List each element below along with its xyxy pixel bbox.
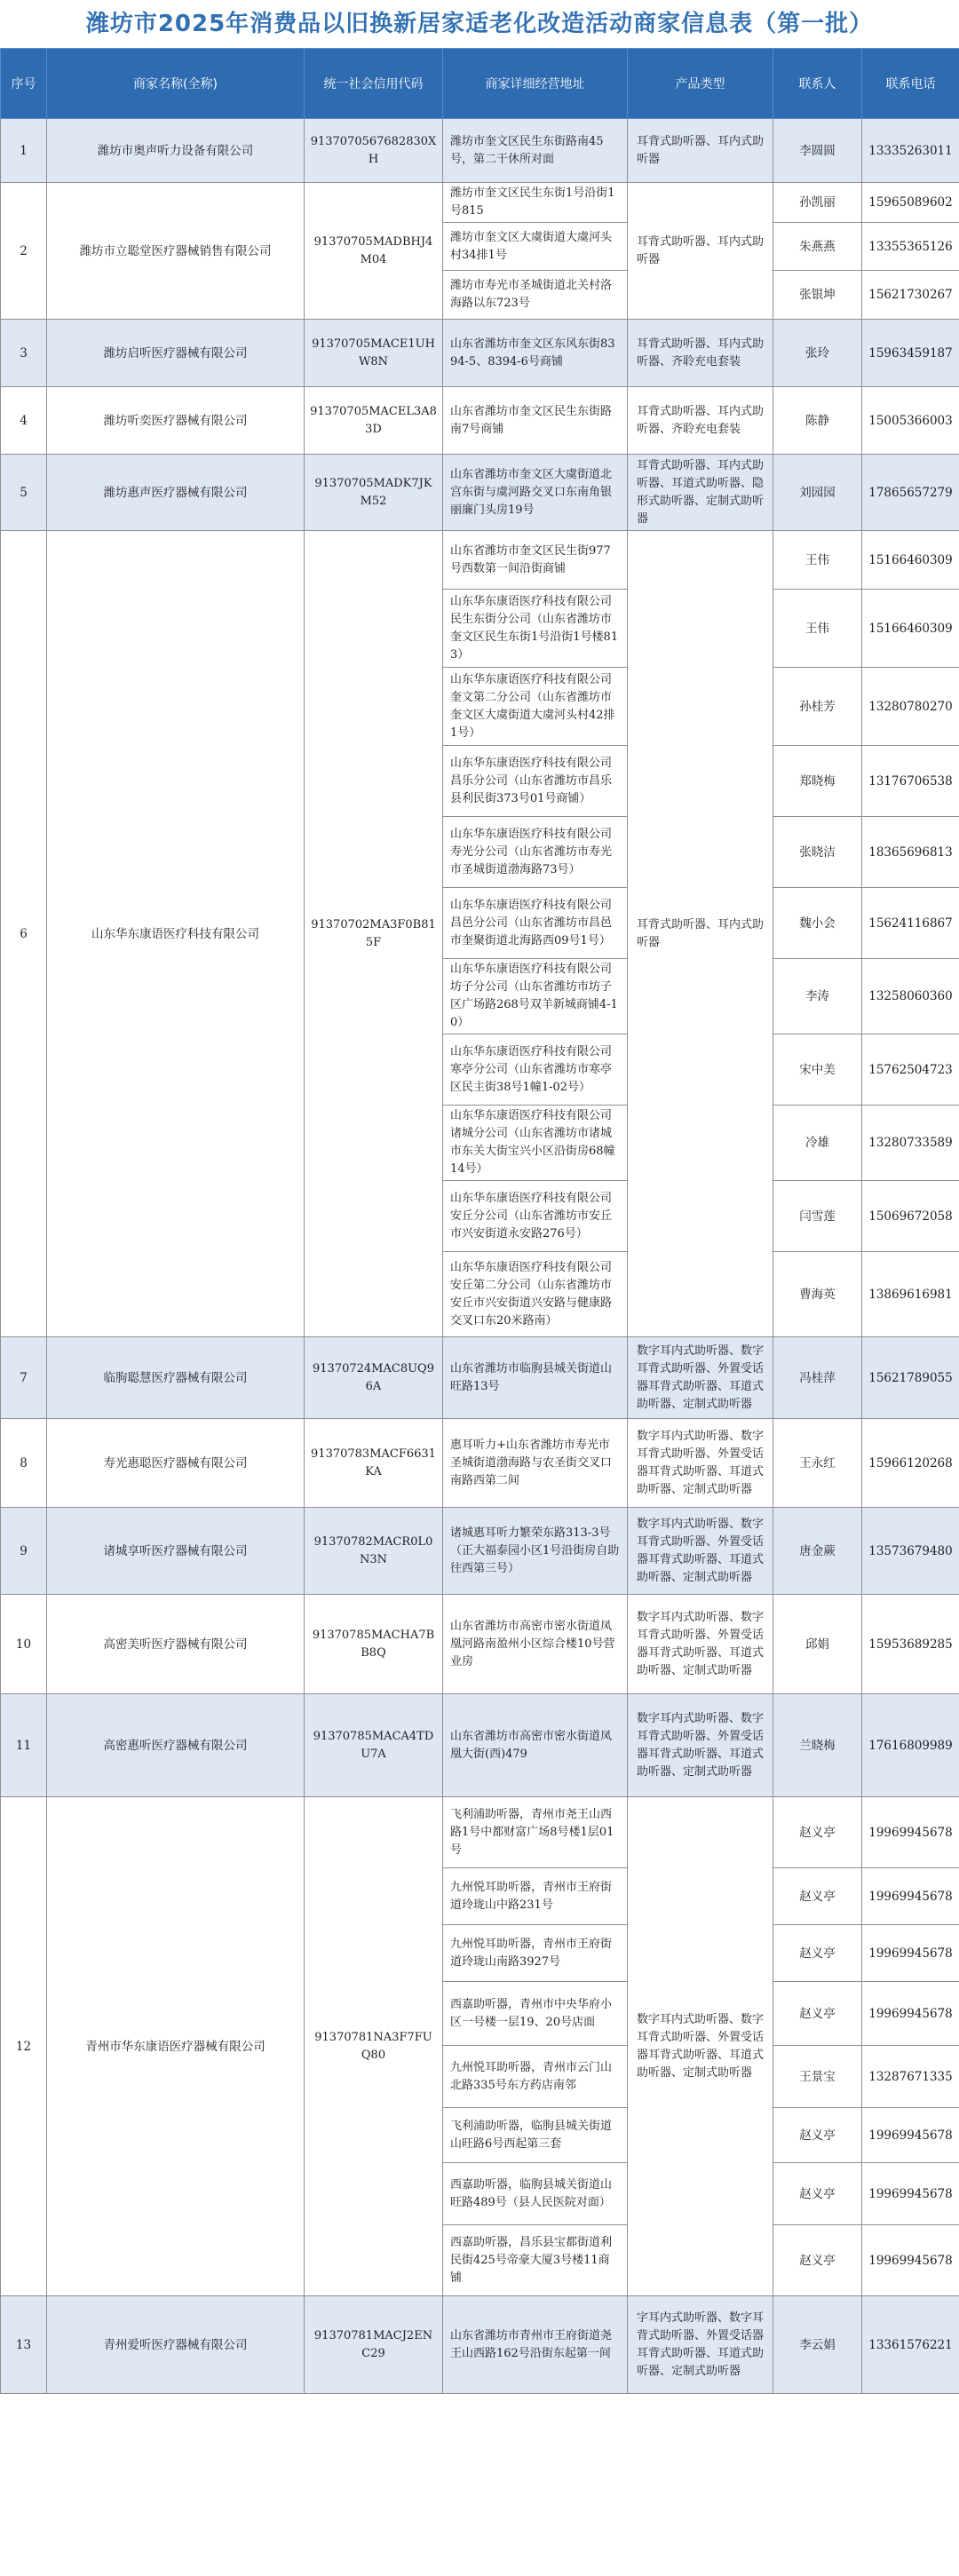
contact-person: 张晓洁 (773, 817, 862, 888)
contact-phone: 15624116867 (862, 888, 959, 959)
merchant-name: 潍坊惠声医疗器械有限公司 (47, 455, 305, 531)
credit-code: 91370781MACJ2ENC29 (305, 2296, 443, 2394)
contact-person: 宋中美 (773, 1034, 862, 1106)
business-address: 山东省潍坊市临朐县城关街道山旺路13号 (443, 1337, 628, 1419)
table-row (1, 1337, 959, 1419)
table-row (1, 1595, 959, 1694)
contact-person: 孙凯丽 (773, 183, 862, 223)
merchant-name: 寿光惠聪医疗器械有限公司 (47, 1419, 305, 1508)
row-no: 7 (1, 1337, 47, 1419)
business-address: 山东华东康语医疗科技有限公司奎文第二分公司（山东省潍坊市奎文区大虞街道大虞河头村42排1号） (443, 668, 628, 746)
contact-phone: 15166460309 (862, 590, 959, 668)
contact-phone: 13869616981 (862, 1252, 959, 1337)
contact-phone: 17616809989 (862, 1694, 959, 1797)
row-no: 8 (1, 1419, 47, 1508)
contact-phone: 19969945678 (862, 1925, 959, 1982)
contact-phone: 13280780270 (862, 668, 959, 746)
credit-code: 91370781NA3F7FUQ80 (305, 1797, 443, 2296)
contact-person: 唐金蕨 (773, 1508, 862, 1595)
contact-person: 赵义亭 (773, 1982, 862, 2046)
contact-phone: 13287671335 (862, 2046, 959, 2108)
product-type: 字耳内式助听器、数字耳背式助听器、外置受话器耳背式助听器、耳道式助听器、定制式助听器 (628, 2296, 773, 2394)
header-contact: 联系人 (773, 49, 862, 119)
contact-person: 朱燕燕 (773, 223, 862, 271)
business-address: 山东华东康语医疗科技有限公司安丘第二分公司（山东省潍坊市安丘市兴安街道兴安路与健康路交叉口东20米路南） (443, 1252, 628, 1337)
header-address: 商家详细经营地址 (443, 49, 628, 119)
credit-code: 91370782MACR0L0N3N (305, 1508, 443, 1595)
contact-person: 赵义亭 (773, 1868, 862, 1925)
business-address: 山东华东康语医疗科技有限公司昌乐分公司（山东省潍坊市昌乐县利民街373号01号商铺） (443, 746, 628, 817)
merchant-name: 诸城享听医疗器械有限公司 (47, 1508, 305, 1595)
contact-phone: 19969945678 (862, 2225, 959, 2296)
row-no: 1 (1, 119, 47, 183)
contact-phone: 19969945678 (862, 2163, 959, 2225)
row-no: 4 (1, 387, 47, 455)
business-address: 飞利浦助听器，临朐县城关街道山旺路6号西起第三套 (443, 2108, 628, 2163)
merchant-name: 潍坊市立聪堂医疗器械销售有限公司 (47, 183, 305, 320)
contact-phone: 13176706538 (862, 746, 959, 817)
table-row (1, 387, 959, 455)
contact-person: 郑晓梅 (773, 746, 862, 817)
table-row (1, 531, 959, 590)
contact-person: 曹海英 (773, 1252, 862, 1337)
product-type: 数字耳内式助听器、数字耳背式助听器、外置受话器耳背式助听器、耳道式助听器、定制式助听器 (628, 1797, 773, 2296)
product-type: 耳背式助听器、耳内式助听器 (628, 531, 773, 1337)
merchant-name: 高密惠听医疗器械有限公司 (47, 1694, 305, 1797)
row-no: 11 (1, 1694, 47, 1797)
credit-code: 91370702MA3F0B815F (305, 531, 443, 1337)
business-address: 山东华东康语医疗科技有限公司寒亭分公司（山东省潍坊市寒亭区民主街38号1幢1-02号） (443, 1034, 628, 1106)
credit-code: 91370785MACA4TDU7A (305, 1694, 443, 1797)
contact-person: 赵义亭 (773, 2108, 862, 2163)
business-address: 潍坊市奎文区大虞街道大虞河头村34排1号 (443, 223, 628, 271)
product-type: 数字耳内式助听器、数字耳背式助听器、外置受话器耳背式助听器、耳道式助听器、定制式助听器 (628, 1595, 773, 1694)
business-address: 九州悦耳助听器，青州市云门山北路335号东方药店南邻 (443, 2046, 628, 2108)
contact-phone: 15965089602 (862, 183, 959, 223)
table-row (1, 183, 959, 223)
table-row (1, 320, 959, 387)
row-no: 10 (1, 1595, 47, 1694)
merchant-name: 青州市华东康语医疗器械有限公司 (47, 1797, 305, 2296)
contact-person: 李圆圆 (773, 119, 862, 183)
contact-person: 李云娟 (773, 2296, 862, 2394)
business-address: 潍坊市奎文区民生东街1号沿街1号815 (443, 183, 628, 223)
contact-phone: 15762504723 (862, 1034, 959, 1106)
business-address: 山东华东康语医疗科技有限公司安丘分公司（山东省潍坊市安丘市兴安街道永安路276号） (443, 1181, 628, 1252)
business-address: 山东华东康语医疗科技有限公司昌邑分公司（山东省潍坊市昌邑市奎聚街道北海路西09号1号） (443, 888, 628, 959)
contact-phone: 13355365126 (862, 223, 959, 271)
contact-person: 赵义亭 (773, 2163, 862, 2225)
header-code: 统一社会信用代码 (305, 49, 443, 119)
business-address: 九州悦耳助听器，青州市王府街道玲珑山中路231号 (443, 1868, 628, 1925)
contact-person: 闫雪莲 (773, 1181, 862, 1252)
product-type: 耳背式助听器、耳内式助听器、齐聆充电套装 (628, 387, 773, 455)
contact-person: 陈静 (773, 387, 862, 455)
business-address: 山东省潍坊市奎文区大虞街道北宫东街与虞河路交叉口东南角银丽廉门头房19号 (443, 455, 628, 531)
contact-phone: 13258060360 (862, 959, 959, 1034)
product-type: 数字耳内式助听器、数字耳背式助听器、外置受话器耳背式助听器、耳道式助听器、定制式助听器 (628, 1694, 773, 1797)
credit-code: 91370785MACHA7BB8Q (305, 1595, 443, 1694)
contact-person: 张玲 (773, 320, 862, 387)
merchant-name: 青州爱听医疗器械有限公司 (47, 2296, 305, 2394)
business-address: 山东省潍坊市奎文区东风东街8394-5、8394-6号商铺 (443, 320, 628, 387)
table-row (1, 1694, 959, 1797)
row-no: 2 (1, 183, 47, 320)
credit-code: 91370705MACEL3A83D (305, 387, 443, 455)
contact-person: 张银坤 (773, 271, 862, 320)
contact-phone: 15621789055 (862, 1337, 959, 1419)
business-address: 山东华东康语医疗科技有限公司寿光分公司（山东省潍坊市寿光市圣城街道渤海路73号） (443, 817, 628, 888)
row-no: 3 (1, 320, 47, 387)
business-address: 潍坊市奎文区民生东街路南45号，第二干休所对面 (443, 119, 628, 183)
contact-person: 邱娟 (773, 1595, 862, 1694)
business-address: 山东华东康语医疗科技有限公司诸城分公司（山东省潍坊市诸城市东关大街宝兴小区沿街房68幢14号） (443, 1106, 628, 1181)
business-address: 惠耳听力+山东省潍坊市寿光市圣城街道渤海路与农圣街交叉口南路西第二间 (443, 1419, 628, 1508)
business-address: 山东省潍坊市青州市王府街道尧王山西路162号沿街东起第一间 (443, 2296, 628, 2394)
merchant-name: 潍坊听奕医疗器械有限公司 (47, 387, 305, 455)
merchant-name: 临朐聪慧医疗器械有限公司 (47, 1337, 305, 1419)
merchant-table (0, 48, 959, 2394)
table-row (1, 119, 959, 183)
credit-code: 91370705676828​30XH (305, 119, 443, 183)
header-phone: 联系电话 (862, 49, 959, 119)
contact-phone: 13335263011 (862, 119, 959, 183)
contact-phone: 19969945678 (862, 1868, 959, 1925)
contact-person: 王景宝 (773, 2046, 862, 2108)
business-address: 山东省潍坊市高密市密水街道凤凰大街(西)479 (443, 1694, 628, 1797)
business-address: 西嘉助听器，青州市中央华府小区一号楼一层19、20号店面 (443, 1982, 628, 2046)
product-type: 数字耳内式助听器、数字耳背式助听器、外置受话器耳背式助听器、耳道式助听器、定制式助听器 (628, 1419, 773, 1508)
merchant-name: 高密美听医疗器械有限公司 (47, 1595, 305, 1694)
contact-person: 刘园园 (773, 455, 862, 531)
contact-phone: 13573679480 (862, 1508, 959, 1595)
row-no: 5 (1, 455, 47, 531)
contact-phone: 15966120268 (862, 1419, 959, 1508)
table-row (1, 1419, 959, 1508)
contact-phone: 13280733589 (862, 1106, 959, 1181)
contact-person: 王伟 (773, 590, 862, 668)
contact-phone: 15621730267 (862, 271, 959, 320)
product-type: 耳背式助听器、耳内式助听器、齐聆充电套装 (628, 320, 773, 387)
business-address: 西嘉助听器，临朐县城关街道山旺路489号（县人民医院对面） (443, 2163, 628, 2225)
contact-phone: 15166460309 (862, 531, 959, 590)
table-row (1, 2296, 959, 2394)
merchant-name: 山东华东康语医疗科技有限公司 (47, 531, 305, 1337)
contact-person: 赵义亭 (773, 1797, 862, 1868)
credit-code: 91370783MACF6631KA (305, 1419, 443, 1508)
credit-code: 91370705MACE1UHW8N (305, 320, 443, 387)
table-row (1, 1508, 959, 1595)
contact-person: 孙桂芳 (773, 668, 862, 746)
contact-person: 王伟 (773, 531, 862, 590)
business-address: 山东省潍坊市奎文区民生街977号西数第一间沿街商铺 (443, 531, 628, 590)
contact-phone: 13361576221 (862, 2296, 959, 2394)
contact-person: 冷雄 (773, 1106, 862, 1181)
contact-person: 李涛 (773, 959, 862, 1034)
contact-person: 冯桂萍 (773, 1337, 862, 1419)
contact-phone: 19969945678 (862, 1797, 959, 1868)
contact-phone: 15963459187 (862, 320, 959, 387)
header-product: 产品类型 (628, 49, 773, 119)
credit-code: 91370705MADK7JKM52 (305, 455, 443, 531)
business-address: 山东华东康语医疗科技有限公司民生东街分公司（山东省潍坊市奎文区民生东街1号沿街1号楼813） (443, 590, 628, 668)
table-body (1, 119, 959, 2394)
credit-code: 91370705MADBHJ4M04 (305, 183, 443, 320)
row-no: 12 (1, 1797, 47, 2296)
contact-person: 王永红 (773, 1419, 862, 1508)
product-type: 数字耳内式助听器、数字耳背式助听器、外置受话器耳背式助听器、耳道式助听器、定制式助听器 (628, 1508, 773, 1595)
merchant-name: 潍坊市奥声听力设备有限公司 (47, 119, 305, 183)
business-address: 山东省潍坊市奎文区民生东街路南7号商铺 (443, 387, 628, 455)
credit-code: 91370724MAC8UQ96A (305, 1337, 443, 1419)
contact-phone: 15953689285 (862, 1595, 959, 1694)
business-address: 潍坊市寿光市圣城街道北关村洛海路以东723号 (443, 271, 628, 320)
business-address: 西嘉助听器，昌乐县宝都街道利民街425号帝豪大厦3号楼11商铺 (443, 2225, 628, 2296)
page-title: 潍坊市2025年消费品以旧换新居家适老化改造活动商家信息表（第一批） (85, 11, 874, 37)
contact-phone: 19969945678 (862, 2108, 959, 2163)
contact-person: 兰晓梅 (773, 1694, 862, 1797)
header-name: 商家名称(全称) (47, 49, 305, 119)
contact-person: 魏小会 (773, 888, 862, 959)
product-type: 耳背式助听器、耳内式助听器、耳道式助听器、隐形式助听器、定制式助听器 (628, 455, 773, 531)
header-row (1, 49, 959, 119)
contact-person: 赵义亭 (773, 2225, 862, 2296)
contact-person: 赵义亭 (773, 1925, 862, 1982)
product-type: 耳背式助听器、耳内式助听器 (628, 119, 773, 183)
business-address: 山东省潍坊市高密市密水街道凤凰河路南盈州小区综合楼10号营业房 (443, 1595, 628, 1694)
business-address: 飞利浦助听器，青州市尧王山西路1号中都财富广场8号楼1层01号 (443, 1797, 628, 1868)
contact-phone: 18365696813 (862, 817, 959, 888)
contact-phone: 15005366003 (862, 387, 959, 455)
business-address: 诸城惠耳听力繁荣东路313-3号（正大福泰园小区1号沿街房自助往西第三号） (443, 1508, 628, 1595)
table-row (1, 455, 959, 531)
business-address: 山东华东康语医疗科技有限公司坊子分公司（山东省潍坊市坊子区广场路268号双羊新城商铺4-10） (443, 959, 628, 1034)
table-row (1, 1797, 959, 1868)
contact-phone: 17865657279 (862, 455, 959, 531)
row-no: 6 (1, 531, 47, 1337)
row-no: 9 (1, 1508, 47, 1595)
row-no: 13 (1, 2296, 47, 2394)
product-type: 耳背式助听器、耳内式助听器 (628, 183, 773, 320)
business-address: 九州悦耳助听器，青州市王府街道玲珑山南路3927号 (443, 1925, 628, 1982)
contact-phone: 19969945678 (862, 1982, 959, 2046)
product-type: 数字耳内式助听器、数字耳背式助听器、外置受话器耳背式助听器、耳道式助听器、定制式助听器 (628, 1337, 773, 1419)
merchant-name: 潍坊启听医疗器械有限公司 (47, 320, 305, 387)
header-no: 序号 (1, 49, 47, 119)
contact-phone: 15069672058 (862, 1181, 959, 1252)
